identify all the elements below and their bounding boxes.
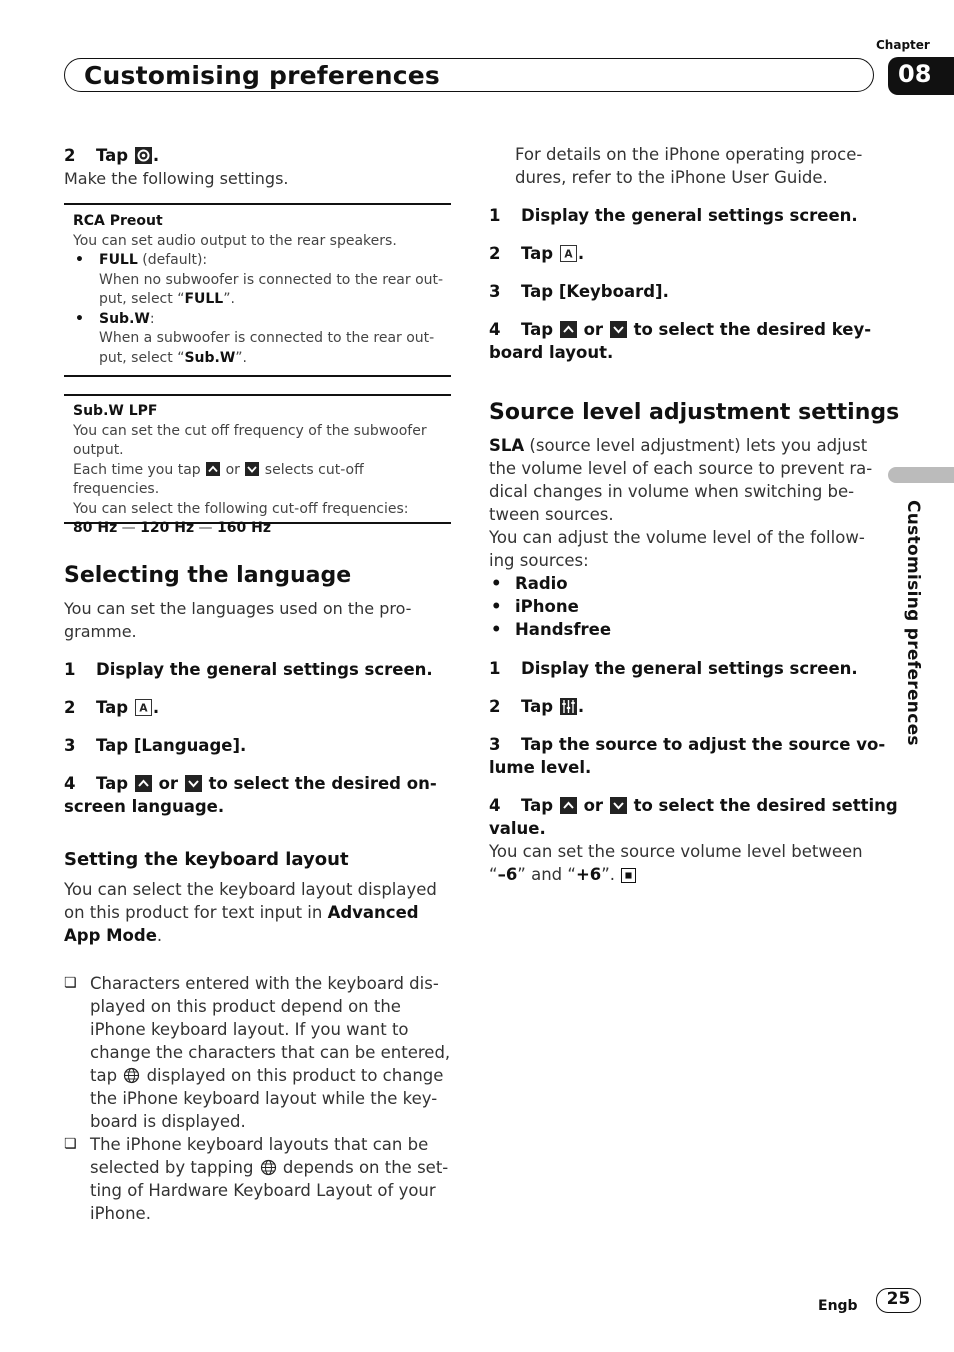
keyboard-intro: You can select the keyboard layout displayed on this product for text input in Advanced App Mode. (64, 880, 437, 945)
keyboard-note-2: ❏ The iPhone keyboard layouts that can be selected by tapping depends on the set- ting of Hardware Keyboard Layout of your iPhone. (64, 1133, 454, 1225)
keyboard-note-1: ❏ Characters entered with the keyboard dis- played on this product depend on the iPhone keyboard layout. If you want to change the characters that can be entered, tap displayed on this product to change the iPhone keyboard layout while the key- board is displayed. (64, 972, 454, 1133)
sla-step-3: 3 Tap the source to adjust the source vo- lume level. (489, 735, 886, 777)
language-intro: You can set the languages used on the pro- gramme. (64, 599, 412, 641)
kbd-step-3: 3 Tap [Keyboard]. (489, 282, 669, 301)
subw-label: Sub.W (99, 310, 150, 327)
list-item: • Radio (489, 572, 611, 595)
settings-gear-icon (135, 147, 152, 164)
down-arrow-icon (245, 462, 259, 476)
volume-range-text: You can set the source volume level between “–6” and “+6”. (489, 842, 863, 884)
equalizer-grid-icon (560, 698, 577, 715)
up-arrow-icon (135, 775, 152, 792)
up-arrow-icon (560, 797, 577, 814)
source-list (489, 572, 611, 641)
iphone-details-text: For details on the iPhone operating proce- dures, refer to the iPhone User Guide. (515, 145, 863, 187)
svg-text:A: A (564, 248, 573, 261)
subw-suffix: : (149, 310, 155, 327)
down-arrow-icon (610, 321, 627, 338)
lang-step-2: 2 Tap A . (64, 698, 160, 717)
subw-lpf-table (64, 394, 451, 536)
kbd-step-1: 1 Display the general settings screen. (489, 206, 858, 225)
chapter-label: Chapter (876, 38, 930, 52)
kbd-step-4: 4 Tap or to select the desired key- board layout. (489, 320, 872, 362)
rca-preout-title: RCA Preout (73, 213, 163, 229)
subw-desc-line1: When a subwoofer is connected to the rear out- (99, 330, 435, 346)
lpf-each-tap: Each time you tap or selects cut-off frequencies. (73, 461, 364, 497)
lang-step-4: 4 Tap or to select the desired on- screen language. (64, 774, 437, 816)
sla-intro: SLA (source level adjustment) lets you adjust the volume level of each source to prevent ra- dical changes in volume when switching be- tween sources. You can adjust the volume level of the follow- ing sources: (489, 436, 873, 570)
page-title: Customising preferences (84, 61, 440, 90)
chapter-number: 08 (898, 60, 932, 88)
down-arrow-icon (185, 775, 202, 792)
language-a-icon (560, 245, 577, 262)
up-arrow-icon (560, 321, 577, 338)
sla-step-2: 2 Tap . (489, 697, 585, 716)
subw-desc-line2: put, select “Sub.W”. (99, 349, 247, 366)
side-tab-label: Customising preferences (903, 500, 923, 746)
footer-language: Engb (818, 1298, 858, 1314)
end-mark-icon (621, 868, 636, 883)
rca-preout-table (64, 203, 451, 377)
svg-text:A: A (139, 702, 148, 715)
up-arrow-icon (206, 462, 220, 476)
full-desc-line1: When no subwoofer is connected to the rear out- (99, 271, 444, 288)
full-suffix: (default): (137, 252, 208, 268)
list-item: • Handsfree (489, 618, 611, 641)
rca-preout-desc: You can set audio output to the rear speakers. (73, 232, 397, 249)
rca-option-subw (73, 310, 451, 330)
page-number: 25 (886, 1289, 911, 1309)
lang-step-1: 1 Display the general settings screen. (64, 660, 433, 679)
list-item: • iPhone (489, 595, 611, 618)
lpf-frequencies: 80 Hz — 120 Hz — 160 Hz (73, 520, 271, 536)
rca-option-full (73, 251, 451, 271)
side-tab-marker (888, 467, 954, 483)
step-period: . (152, 146, 160, 165)
language-a-icon (135, 699, 152, 716)
lang-step-3: 3 Tap [Language]. (64, 736, 247, 755)
globe-icon (260, 1159, 277, 1176)
sla-heading: Source level adjustment settings (489, 400, 900, 425)
down-arrow-icon (610, 797, 627, 814)
full-label: FULL (99, 252, 138, 268)
full-desc-line2: put, select “FULL”. (99, 291, 235, 307)
make-settings-text: Make the following settings. (64, 169, 289, 188)
step-number: 2 (64, 146, 76, 165)
sla-step-4: 4 Tap or to select the desired setting value. (489, 796, 898, 838)
subw-lpf-title: Sub.W LPF (73, 403, 158, 419)
settings-step-2 (64, 144, 159, 167)
globe-icon (123, 1067, 140, 1084)
lpf-following: You can select the following cut-off frequencies: (73, 500, 409, 517)
keyboard-layout-heading: Setting the keyboard layout (64, 849, 349, 870)
kbd-step-2: 2 Tap A . (489, 244, 585, 263)
sla-step-1: 1 Display the general settings screen. (489, 659, 858, 678)
lpf-desc-line2: output. (73, 442, 124, 458)
language-heading: Selecting the language (64, 563, 352, 588)
lpf-desc-line1: You can set the cut off frequency of the subwoofer (73, 422, 427, 439)
step-text: Tap (96, 146, 129, 165)
